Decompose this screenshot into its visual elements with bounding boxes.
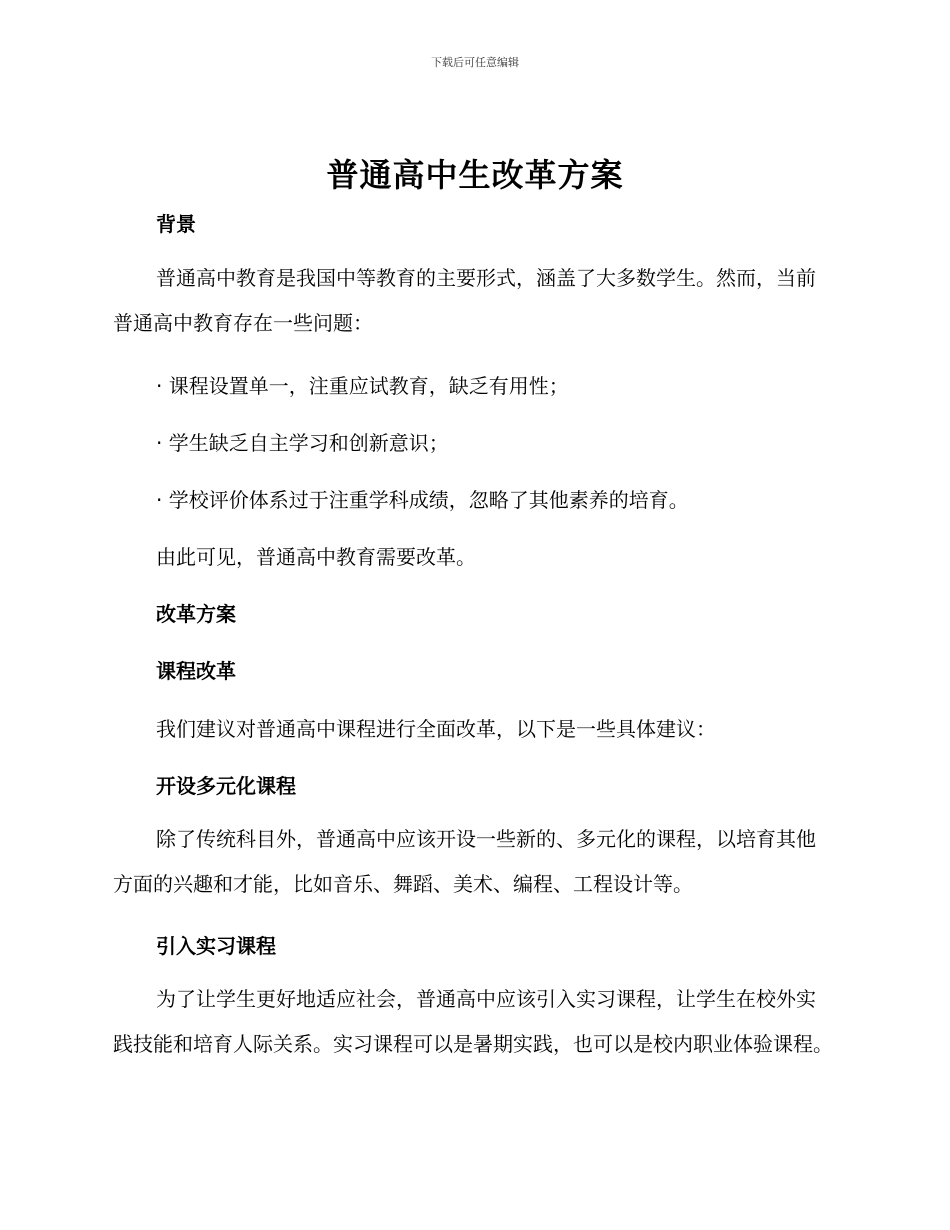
section-heading-curriculum: 课程改革 (156, 659, 236, 683)
background-paragraph (113, 256, 833, 346)
conclusion-text: 由此可见，普通高中教育需要改革。 (156, 545, 476, 569)
document-title: 普通高中生改革方案 (326, 156, 624, 194)
internship-paragraph-text: 为了让学生更好地适应社会，普通高中应该引入实习课程，让学生在校外实践技能和培育人际关系。实习课程可以是暑期实践，也可以是校内职业体验课程。 (113, 987, 833, 1056)
section-heading-reform: 改革方案 (156, 602, 236, 626)
diverse-paragraph-text: 除了传统科目外，普通高中应该开设一些新的、多元化的课程，以培育其他方面的兴趣和才能，比如音乐、舞蹈、美术、编程、工程设计等。 (113, 827, 816, 896)
header-note: 下载后可任意编辑 (431, 56, 519, 69)
section-heading-diverse: 开设多元化课程 (156, 774, 296, 798)
background-paragraph-text: 普通高中教育是我国中等教育的主要形式，涵盖了大多数学生。然而，当前普通高中教育存在一些问题： (113, 266, 816, 335)
issue-item: · 课程设置单一，注重应试教育，缺乏有用性； (156, 374, 569, 398)
internship-paragraph (113, 977, 833, 1067)
curriculum-paragraph: 我们建议对普通高中课程进行全面改革，以下是一些具体建议： (156, 717, 716, 741)
issue-item: · 学生缺乏自主学习和创新意识； (156, 431, 449, 455)
diverse-paragraph (113, 817, 833, 907)
section-heading-background: 背景 (156, 212, 196, 236)
section-heading-internship: 引入实习课程 (156, 934, 276, 958)
issue-item: · 学校评价体系过于注重学科成绩，忽略了其他素养的培育。 (156, 488, 689, 512)
